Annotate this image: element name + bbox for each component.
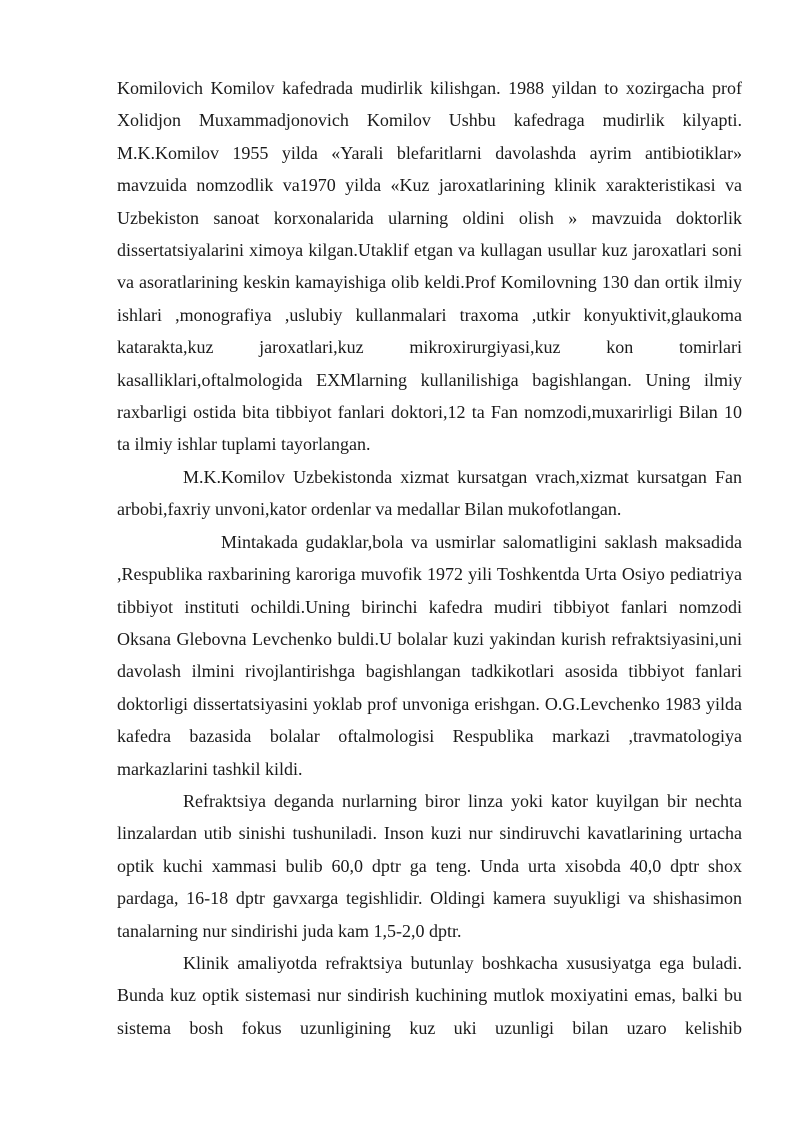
document-body	[117, 72, 742, 1044]
paragraph-komilov-career: Komilovich Komilov kafedrada mudirlik kilishgan. 1988 yildan to xozirgacha prof Xolidjon Muxammadjonovich Komilov Ushbu kafedraga mudirlik kilyapti. M.K.Komilov 1955 yilda «Yarali blefaritlarni davolashda ayrim antibiotiklar» mavzuida nomzodlik va1970 yilda «Kuz jaroxatlarining klinik xarakteristikasi va Uzbekiston sanoat korxonalarida ularning oldini olish » mavzuida doktorlik dissertatsiyalarini ximoya kilgan.Utaklif etgan va kullagan usullar kuz jaroxatlari soni va asoratlarining keskin kamayishiga olib keldi.Prof Komilovning 130 dan ortik ilmiy ishlari ,monografiya ,uslubiy kullanmalari traxoma ,utkir konyuktivit,glaukoma katarakta,kuz jaroxatlari,kuz mikroxirurgiyasi,kuz kon tomirlari kasalliklari,oftalmologida EXMlarning kullanilishiga bagishlangan. Uning ilmiy raxbarligi ostida bita tibbiyot fanlari doktori,12 ta Fan nomzodi,muxarirligi Bilan 10 ta ilmiy ishlar tuplami tayorlangan.	[117, 78, 742, 455]
paragraph-pediatric-institute: Mintakada gudaklar,bola va usmirlar salomatligini saklash maksadida ,Respublika raxbarining karoriga muvofik 1972 yili Toshkentda Urta Osiyo pediatriya tibbiyot instituti ochildi.Uning birinchi kafedra mudiri tibbiyot fanlari nomzodi Oksana Glebovna Levchenko buldi.U bolalar kuzi yakindan kurish refraktsiyasini,uni davolash ilmini rivojlantirishga bagishlangan tadkikotlari asosida tibbiyot fanlari doktorligi dissertatsiyasini yoklab prof unvoniga erishgan. O.G.Levchenko 1983 yilda kafedra bazasida bolalar oftalmologisi Respublika markazi ,travmatologiya markazlarini tashkil kildi.	[117, 531, 742, 779]
paragraph-komilov-honors: M.K.Komilov Uzbekistonda xizmat kursatgan vrach,xizmat kursatgan Fan arbobi,faxriy unvoni,kator ordenlar va medallar Bilan mukofotlangan.	[117, 466, 742, 520]
paragraph-clinical-refraction: Klinik amaliyotda refraktsiya butunlay boshkacha xususiyatga ega buladi. Bunda kuz optik sistemasi nur sindirish kuchining mutlok moxiyatini emas, balki bu sistema bosh fokus uzunligining kuz uki uzunligi bilan uzaro kelishib	[117, 952, 742, 1038]
paragraph-refraction-definition: Refraktsiya deganda nurlarning biror linza yoki kator kuyilgan bir nechta linzalardan utib sinishi tushuniladi. Inson kuzi nur sindiruvchi kavatlarining urtacha optik kuchi xammasi bulib 60,0 dptr ga teng. Unda urta xisobda 40,0 dptr shox pardaga, 16-18 dptr gavxarga tegishlidir. Oldingi kamera suyukligi va shishasimon tanalarning nur sindirishi juda kam 1,5-2,0 dptr.	[117, 790, 742, 941]
